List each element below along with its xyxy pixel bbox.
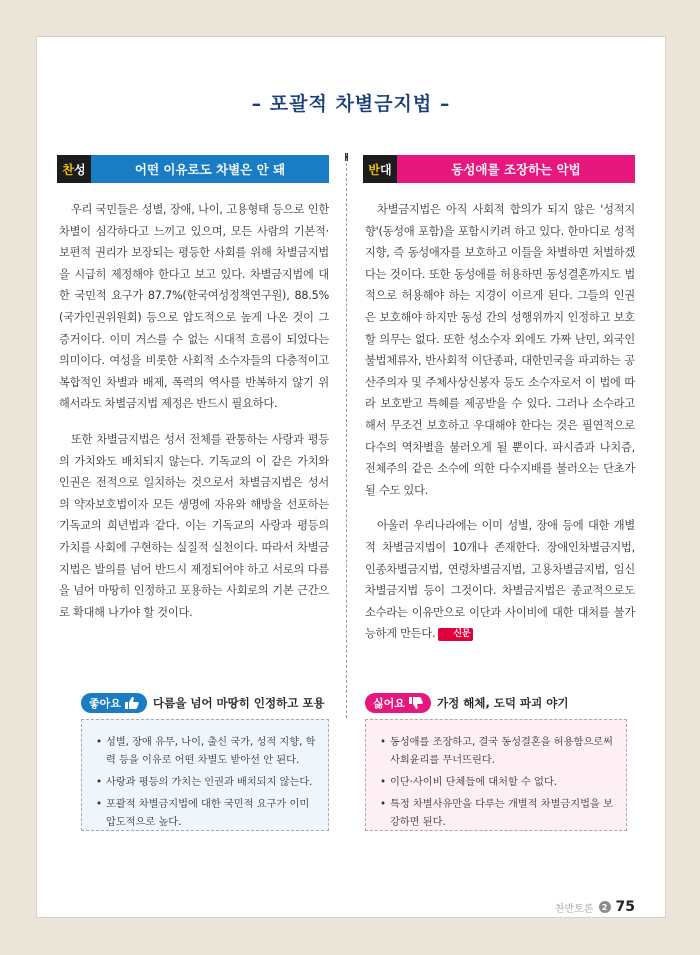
con-box-title: 가정 해체, 도덕 파괴 야기	[437, 696, 569, 710]
con-badge-sub: 대	[380, 162, 392, 177]
thumbs-down-icon	[409, 697, 423, 709]
footer-label: 찬반토론	[554, 903, 594, 915]
pro-section-header	[57, 155, 329, 183]
pro-box-label-text: 좋아요	[89, 697, 121, 710]
pro-box-item: • 사랑과 평등의 가치는 인권과 배치되지 않는다.	[106, 774, 316, 792]
pro-box-label	[81, 693, 147, 713]
con-badge-main: 반	[368, 162, 380, 177]
pro-box-item: • 포괄적 차별금지법에 대한 국민적 요구가 이미 압도적으로 높다.	[106, 796, 316, 832]
column-divider	[346, 153, 347, 718]
pro-box-item: • 성별, 장애 유무, 나이, 출신 국가, 성적 지향, 학력 등을 이유로 어떤 차별도 받아선 안 된다.	[106, 734, 316, 770]
pro-badge-main: 찬	[62, 162, 74, 177]
pro-body	[59, 199, 329, 637]
thumbs-up-icon	[125, 697, 139, 709]
page	[36, 36, 666, 918]
con-paragraph-1: 차별금지법은 아직 사회적 합의가 되지 않은 '성적지향'(동성애 포함)을 포함시키려 하고 있다. 한마디로 성적 지향, 즉 동성애자를 보호하고 이들을 차별하면 처벌하겠다는 것이다. 또한 동성애를 허용하면 동성결혼까지도 법적으로 허용해야 하는 지경이 이르게 된다. 그들의 인권은 보호해야 하지만 동성 간의 성행위까지 인정하고 보호할 의무는 없다. 또한 성소수자 외에도 가짜 난민, 외국인 불법체류자, 반사회적 이단종파, 대한민국을 파괴하는 공산주의자 및 주체사상신봉자 등도 소수자로서 이 법에 따라 보호받고 특혜를 제공받을 수 있다. 그러나 소수라고 해서 무조건 보호하고 우대해야 한다는 것은 필연적으로 다수의 역차별을 불러오게 될 뿐이다. 파시즘과 나치즘, 전체주의 같은 소수에 의한 다수지배를 불러오는 단초가 될 수도 있다.	[365, 203, 635, 497]
con-badge	[363, 155, 397, 183]
con-heading: 동성애를 조장하는 악법	[397, 155, 635, 183]
con-body	[365, 199, 635, 659]
con-box-label-text: 싫어요	[373, 697, 405, 710]
con-box-item: • 이단·사이비 단체들에 대처할 수 없다.	[390, 774, 614, 792]
con-opinion-box	[365, 693, 627, 885]
con-box-item: • 동성애를 조장하고, 결국 동성결혼을 허용함으로써 사회윤리를 무너뜨린다.	[390, 734, 614, 770]
con-box-panel	[365, 719, 627, 831]
page-title: – 포괄적 차별금지법 –	[251, 93, 451, 115]
pro-box-list	[94, 734, 316, 832]
pro-badge-sub: 성	[74, 162, 86, 177]
con-section-header	[363, 155, 635, 183]
signature-mark: 신문	[438, 628, 473, 641]
pro-heading: 어떤 이유로도 차별은 안 돼	[91, 155, 329, 183]
con-box-list	[378, 734, 614, 832]
footer-chapter-number: 2	[599, 901, 611, 913]
con-box-item: • 특정 차별사유만을 다루는 개별적 차별금지법을 보강하면 된다.	[390, 796, 614, 832]
con-paragraph-2	[365, 515, 635, 645]
page-number: 75	[615, 899, 635, 915]
pro-paragraph-2: 또한 차별금지법은 성서 전체를 관통하는 사랑과 평등의 가치와도 배치되지 않는다. 기독교의 이 같은 가치와 인권은 전적으로 일치하는 것으로서 차별금지법은 성서의 약자보호법이자 모든 생명에 자유와 해방을 선포하는 기독교의 희년법과 같다. 이는 기독교의 사랑과 평등의 가치를 사회에 구현하는 실질적 실천이다. 따라서 차별금지법은 발의를 넘어 반드시 제정되어야 하고 서로의 다름을 넘어 마땅히 인정하고 포용하는 사회로의 기본 근간으로 확대해 나가야 할 것이다.	[59, 432, 329, 619]
pro-box-panel	[81, 719, 329, 831]
con-paragraph-2-text: 아울러 우리나라에는 이미 성별, 장애 등에 대한 개별적 차별금지법이 10개나 존재한다. 장애인차별금지법, 인종차별금지법, 연령차별금지법, 고용차별금지법, 임신차별금지법 등이 그것이다. 차별금지법은 종교적으로도 소수라는 이유만으로 이단과 사이비에 대한 대처를 불가능하게 만든다.	[365, 519, 635, 641]
pro-opinion-box	[81, 693, 329, 885]
pro-paragraph-1: 우리 국민들은 성별, 장애, 나이, 고용형태 등으로 인한 차별이 심각하다고 느끼고 있으며, 모든 사람의 기본적·보편적 권리가 보장되는 평등한 사회를 위해 차별금지법을 시급히 제정해야 한다고 보고 있다. 차별금지법에 대한 국민적 요구가 87.7%(한국여성정책연구원), 88.5%(국가인권위원회) 등으로 압도적으로 높게 나온 것이 그 증거이다. 이미 거스를 수 없는 시대적 흐름이 되었다는 의미이다. 여성을 비롯한 사회적 소수자들의 다층적이고 복합적인 차별과 배제, 폭력의 역사를 반복하지 않기 위해서라도 차별금지법 제정은 반드시 필요하다.	[59, 203, 329, 411]
con-box-label	[365, 693, 431, 713]
pro-badge	[57, 155, 91, 183]
page-footer	[555, 899, 635, 915]
pro-box-title: 다름을 넘어 마땅히 인정하고 포용	[153, 696, 325, 710]
